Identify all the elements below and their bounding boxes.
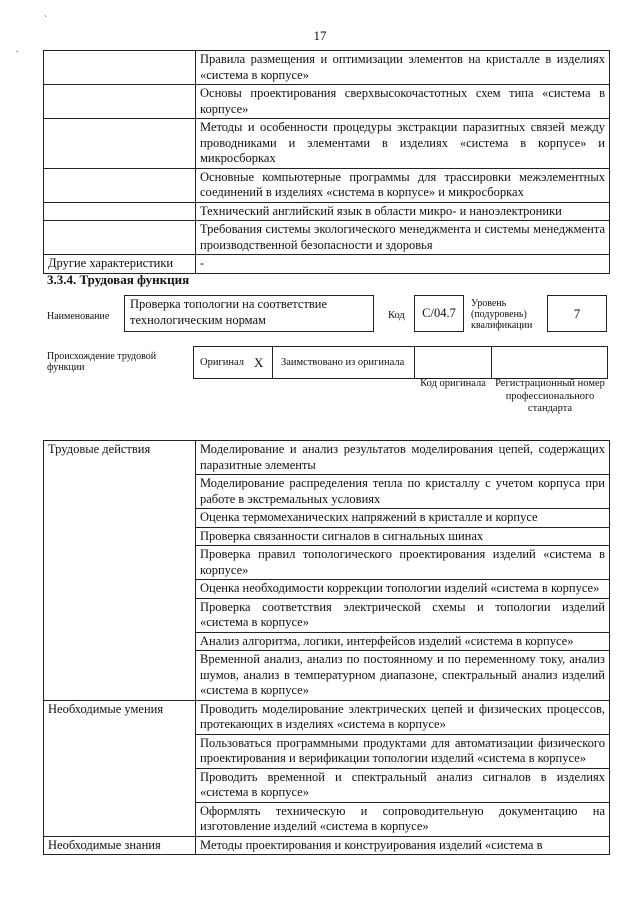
row-label <box>44 85 196 119</box>
row-text: - <box>196 255 610 274</box>
row-label <box>44 51 196 85</box>
group-item: Проверка связанности сигналов в сигнальных шинах <box>196 527 610 546</box>
row-label <box>44 168 196 202</box>
origin-label: Происхождение трудовой функции <box>47 351 157 373</box>
table-row <box>44 836 610 855</box>
table-row <box>44 255 610 274</box>
row-label <box>44 221 196 255</box>
row-text: Основные компьютерные программы для трассировки межэлементных соединений в изделиях «система в корпусе» и микросборках <box>196 168 610 202</box>
characteristics-table <box>43 50 610 274</box>
group-item: Моделирование и анализ результатов моделирования цепей, содержащих паразитные элементы <box>196 441 610 475</box>
group-item: Проверка соответствия электрической схемы и топологии изделий «система в корпусе» <box>196 598 610 632</box>
group-item: Пользоваться программными продуктами для автоматизации физического проектирования и верификации топологии изделий «система в корпусе» <box>196 734 610 768</box>
table-row <box>44 51 610 85</box>
scan-speck: . <box>16 44 19 54</box>
name-label: Наименование <box>47 311 110 322</box>
group-label: Необходимые умения <box>44 700 196 836</box>
labor-function-table <box>43 440 610 855</box>
group-item: Проверка правил топологического проектирования изделий «система в корпусе» <box>196 546 610 580</box>
group-label: Необходимые знания <box>44 836 196 855</box>
group-item: Анализ алгоритма, логики, интерфейсов изделий «система в корпусе» <box>196 632 610 651</box>
row-text: Требования системы экологического менеджмента и системы менеджмента производственной безопасности и здоровья <box>196 221 610 255</box>
group-item: Оценка необходимости коррекции топологии изделий «система в корпусе» <box>196 580 610 599</box>
group-item: Временной анализ, анализ по постоянному и по переменному току, анализ шумов, анализ в температурном диапазоне, спектральный анализ изделий «система в корпусе» <box>196 651 610 701</box>
row-label <box>44 202 196 221</box>
code-field: C/04.7 <box>414 295 464 332</box>
section-heading: 3.3.4. Трудовая функция <box>47 272 190 287</box>
borrowed-label: Заимствовано из оригинала <box>281 357 405 368</box>
table-row <box>44 168 610 202</box>
original-code-cell <box>414 346 492 379</box>
level-label: Уровень (подуровень) квалификации <box>471 298 533 331</box>
group-item: Оценка термомеханических напряжений в кристалле и корпусе <box>196 509 610 528</box>
row-text: Основы проектирования сверхвысокочастотных схем типа «система в корпусе» <box>196 85 610 119</box>
group-item: Методы проектирования и конструирования изделий «система в <box>196 836 610 855</box>
row-text: Технический английский язык в области микро- и наноэлектроники <box>196 202 610 221</box>
row-label: Другие характеристики <box>44 255 196 274</box>
code-label: Код <box>388 310 405 321</box>
table-row <box>44 202 610 221</box>
table-row <box>44 221 610 255</box>
table-row <box>44 119 610 169</box>
table-row <box>44 85 610 119</box>
group-item: Оформлять техническую и сопроводительную документацию на изготовление изделий «система в корпусе» <box>196 802 610 836</box>
reg-number-caption: Регистрационный номер профессионального стандарта <box>495 378 605 414</box>
page-number: 17 <box>313 28 327 43</box>
level-field: 7 <box>547 295 607 332</box>
reg-number-cell <box>491 346 608 379</box>
row-label <box>44 119 196 169</box>
borrowed-cell <box>272 346 415 379</box>
row-text: Методы и особенности процедуры экстракции паразитных связей между проводниками и элементами в изделиях «система в корпусе» и микросборках <box>196 119 610 169</box>
original-code-caption: Код оригинала <box>420 378 486 389</box>
original-label: Оригинал <box>200 357 244 368</box>
table-row <box>44 700 610 734</box>
original-mark: X <box>254 355 264 370</box>
function-name-field: Проверка топологии на соответствие технологическим нормам <box>124 295 374 332</box>
group-item: Моделирование распределения тепла по кристаллу с учетом корпуса при работе в экстремальных условиях <box>196 475 610 509</box>
table-row <box>44 441 610 475</box>
group-label: Трудовые действия <box>44 441 196 701</box>
scan-speck: ` <box>44 14 47 24</box>
group-item: Проводить временной и спектральный анализ сигналов в изделиях «система в корпусе» <box>196 768 610 802</box>
row-text: Правила размещения и оптимизации элементов на кристалле в изделиях «система в корпусе» <box>196 51 610 85</box>
group-item: Проводить моделирование электрических цепей и физических процессов, протекающих в изделиях «система в корпусе» <box>196 700 610 734</box>
original-cell <box>193 346 273 379</box>
